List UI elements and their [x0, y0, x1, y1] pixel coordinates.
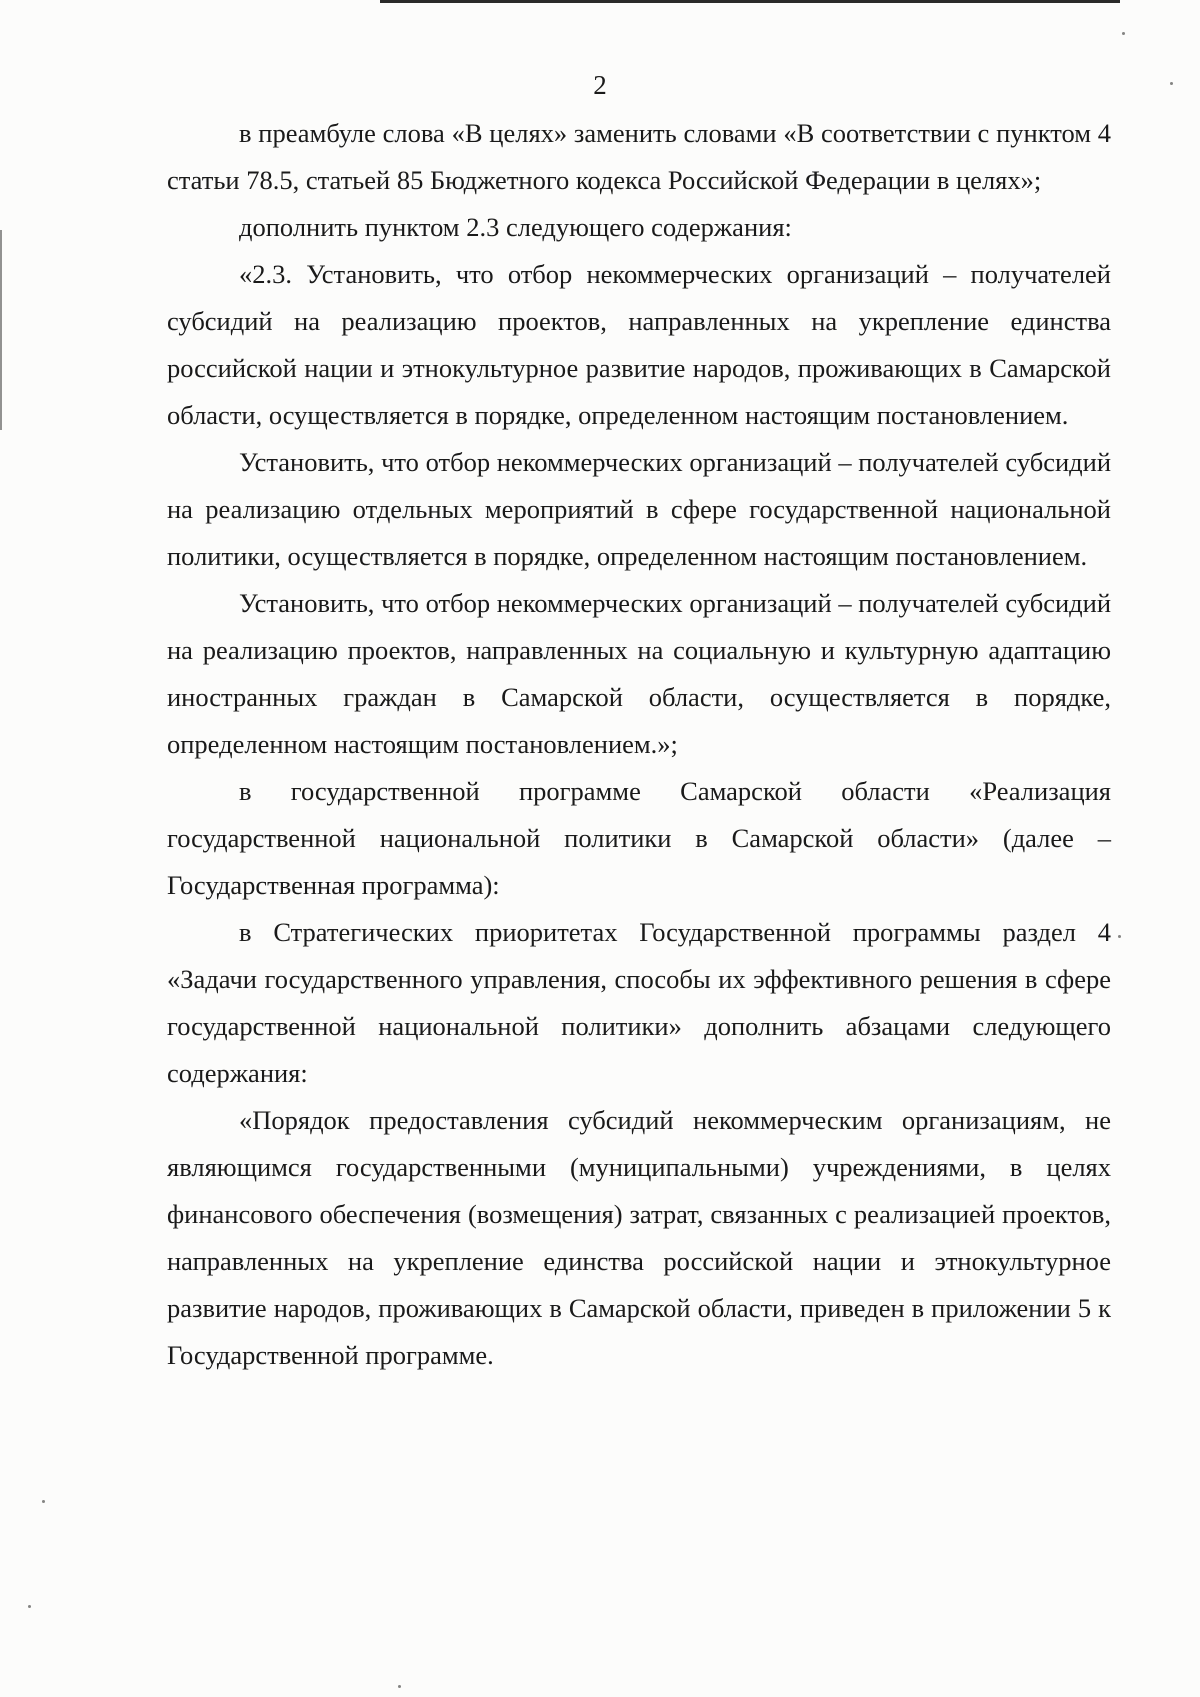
paragraph: дополнить пунктом 2.3 следующего содержания:: [239, 212, 792, 242]
scan-speck: [1118, 935, 1121, 938]
scan-speck: [398, 1685, 401, 1688]
paragraph: Установить, что отбор некоммерческих организаций – получателей субсидий на реализацию отдельных мероприятий в сфере государственной национальной политики, осуществляется в порядке, определенном настоящим постановлением.: [167, 447, 1111, 571]
document-body: [167, 110, 1111, 1379]
page-number: 2: [593, 70, 607, 100]
scan-top-rule: [380, 0, 1120, 3]
scan-speck: [42, 1500, 45, 1503]
paragraph: в государственной программе Самарской области «Реализация государственной национальной политики в Самарской области» (далее – Государственная программа):: [167, 776, 1111, 900]
scan-speck: [1122, 32, 1125, 35]
paragraph: «2.3. Установить, что отбор некоммерческих организаций – получателей субсидий на реализацию проектов, направленных на укрепление единства российской нации и этнокультурное развитие народов, проживающих в Самарской области, осуществляется в порядке, определенном настоящим постановлением.: [167, 259, 1111, 430]
paragraph: в Стратегических приоритетах Государственной программы раздел 4 «Задачи государственного управления, способы их эффективного решения в сфере государственной национальной политики» дополнить абзацами следующего содержания:: [167, 917, 1111, 1088]
scan-left-edge: [0, 230, 2, 430]
paragraph: в преамбуле слова «В целях» заменить словами «В соответствии с пунктом 4 статьи 78.5, статьей 85 Бюджетного кодекса Российской Федерации в целях»;: [167, 118, 1111, 195]
paragraph: Установить, что отбор некоммерческих организаций – получателей субсидий на реализацию проектов, направленных на социальную и культурную адаптацию иностранных граждан в Самарской области, осуществляется в порядке, определенном настоящим постановлением.»;: [167, 588, 1111, 759]
paragraph: «Порядок предоставления субсидий некоммерческим организациям, не являющимся государственными (муниципальными) учреждениями, в целях финансового обеспечения (возмещения) затрат, связанных с реализацией проектов, направленных на укрепление единства российской нации и этнокультурное развитие народов, проживающих в Самарской области, приведен в приложении 5 к Государственной программе.: [167, 1105, 1111, 1370]
scan-speck: [28, 1605, 31, 1608]
